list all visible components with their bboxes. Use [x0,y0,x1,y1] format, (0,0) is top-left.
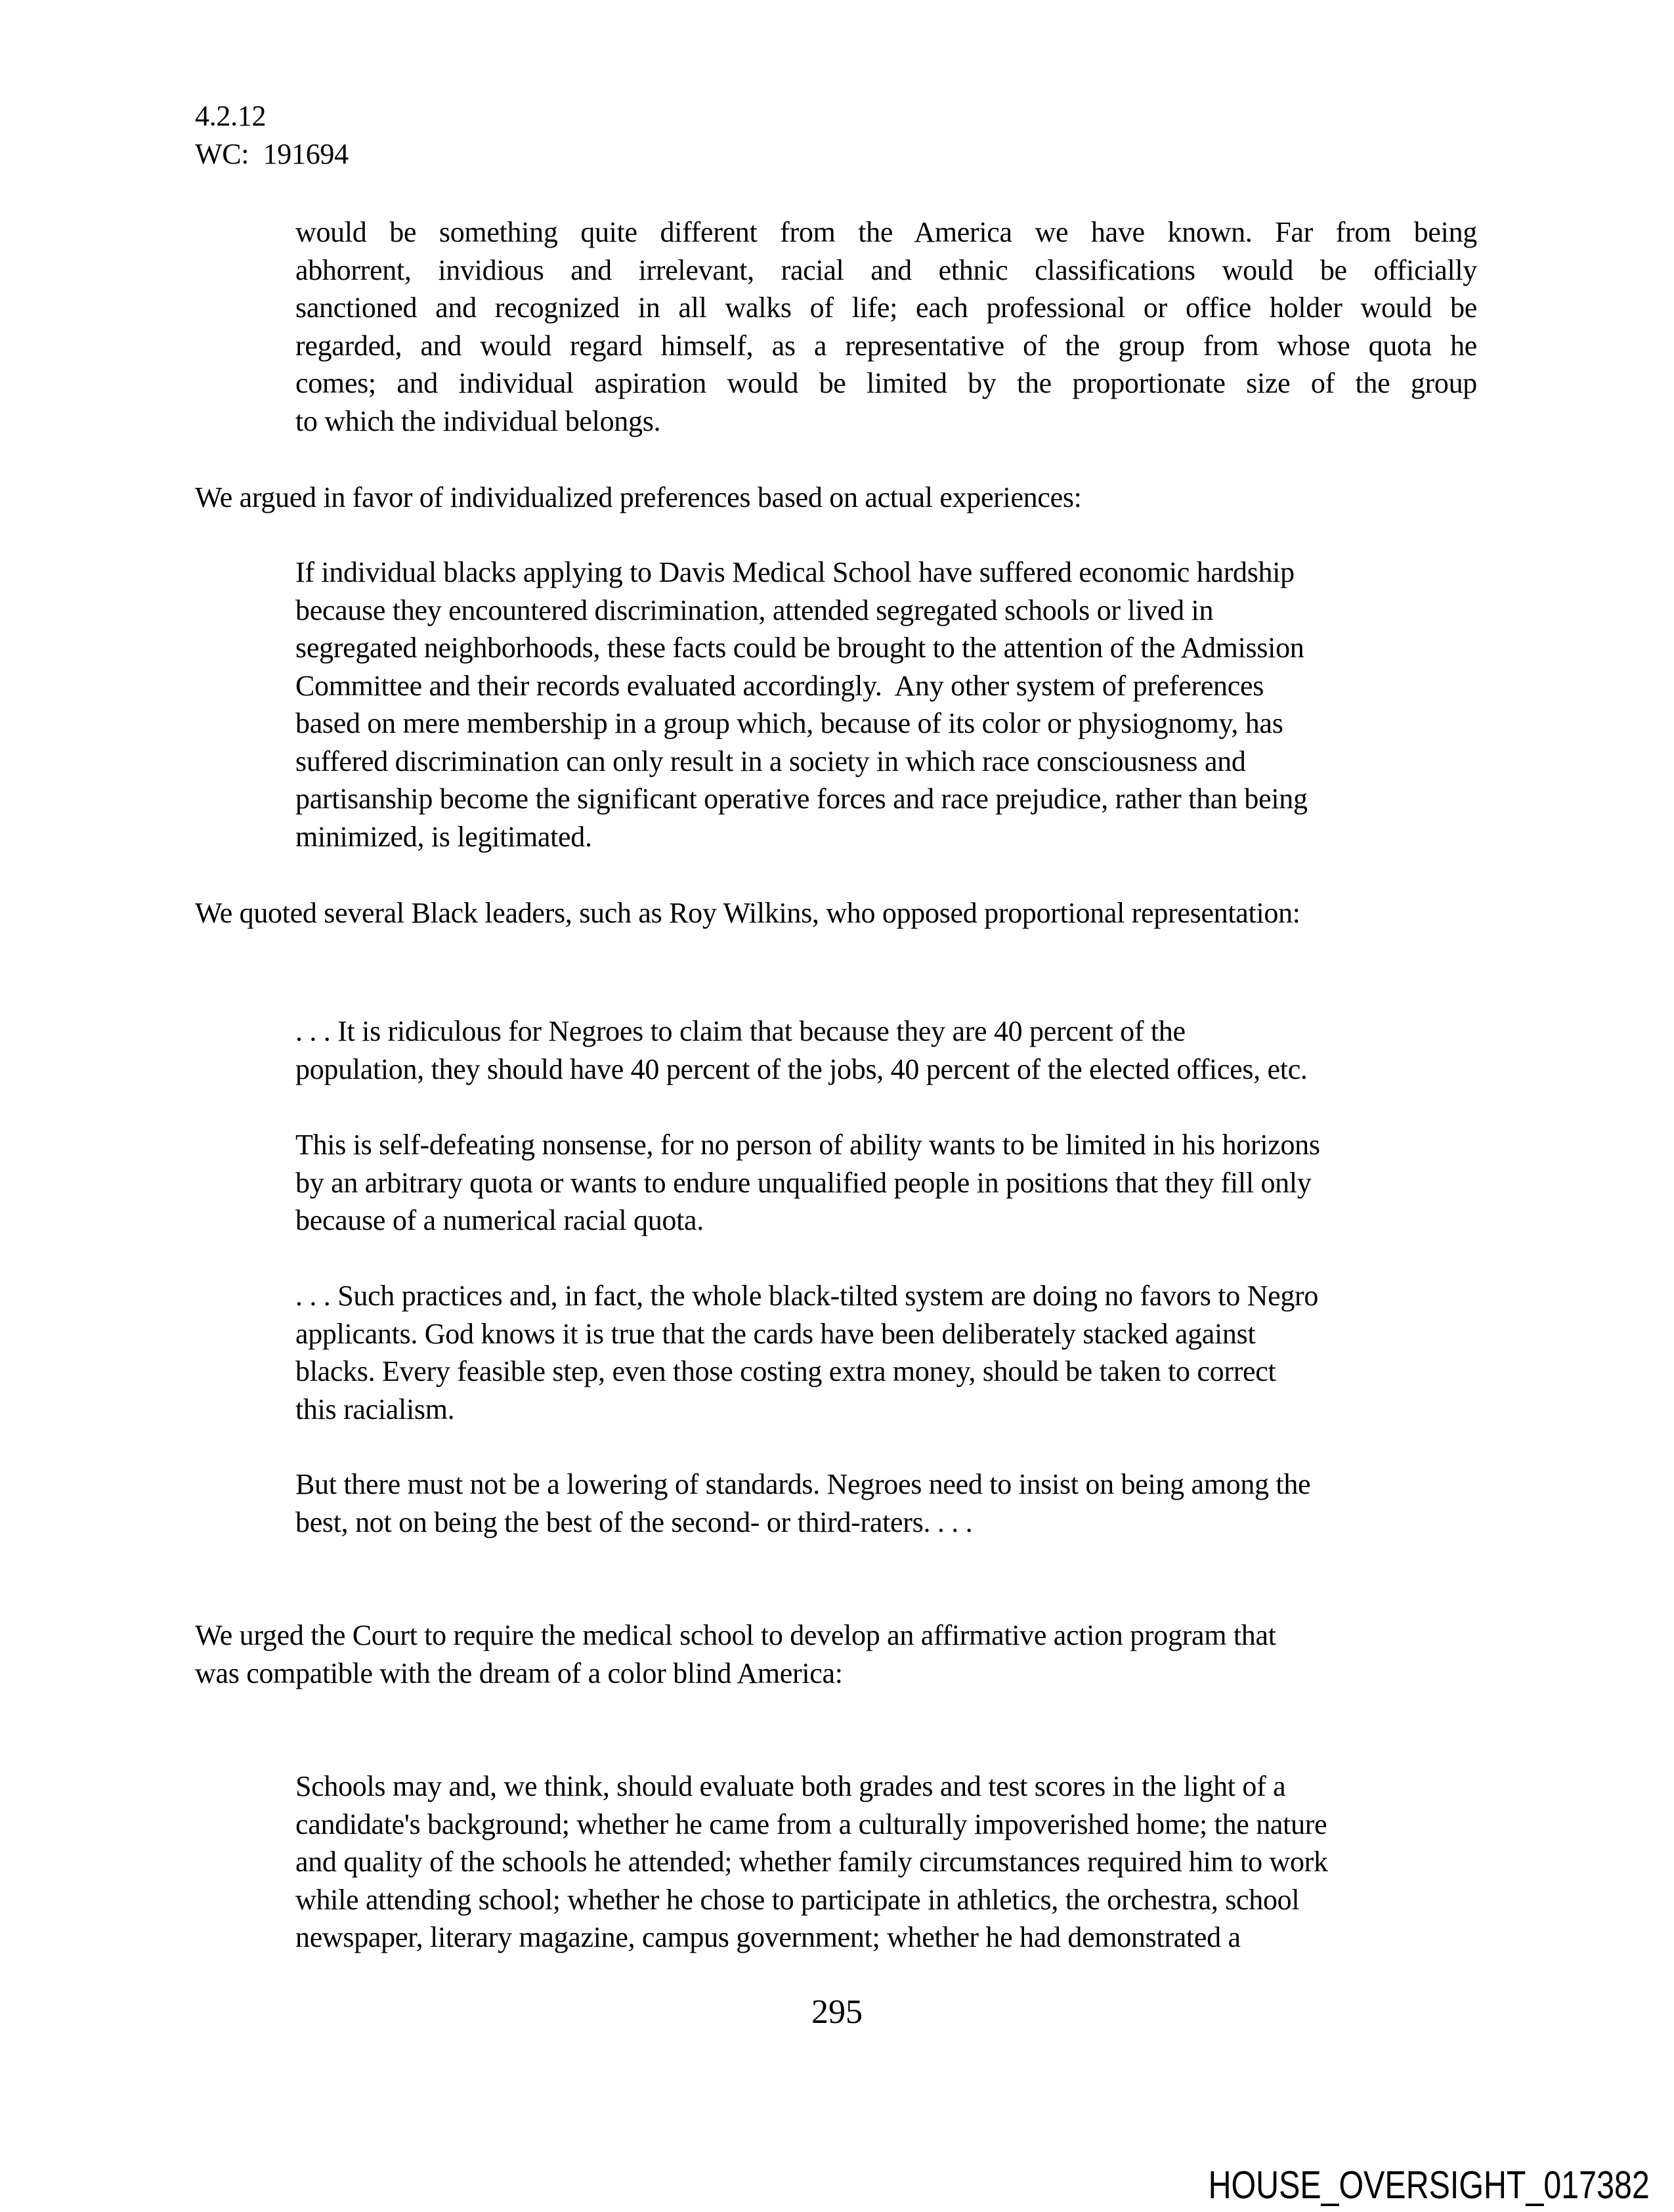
text-line: abhorrent, invidious and irrelevant, racial and ethnic classifications would be officially [295,253,1477,286]
blockquote-such-practices [295,1277,1477,1428]
blockquote-schools-may-evaluate [295,1767,1477,1957]
text-line: this racialism. [295,1393,455,1425]
text-line: segregated neighborhoods, these facts could be brought to the attention of the Admission [295,632,1304,664]
text-line: regarded, and would regard himself, as a representative of the group from whose quota he [295,329,1477,362]
text-line: would be something quite different from the America we have known. Far from being [295,216,1477,248]
text-line: blacks. Every feasible step, even those costing extra money, should be taken to correct [295,1355,1276,1387]
blockquote-individualized-preferences [295,553,1477,856]
text-line: newspaper, literary magazine, campus government; whether he had demonstrated a [295,1921,1241,1953]
text-line: and quality of the schools he attended; whether family circumstances required him to work [295,1846,1328,1878]
bates-stamp: HOUSE_OVERSIGHT_017382 [1208,2163,1650,2207]
text-line: If individual blacks applying to Davis Medical School have suffered economic hardship [295,556,1295,588]
text-line: This is self-defeating nonsense, for no person of ability wants to be limited in his horizons [295,1129,1320,1161]
blockquote-ridiculous-claim [295,1012,1477,1088]
text-line: candidate's background; whether he came from a culturally impoverished home; the nature [295,1808,1327,1840]
text-line: while attending school; whether he chose to participate in athletics, the orchestra, school [295,1883,1300,1916]
text-line: best, not on being the best of the second- or third-raters. . . . [295,1506,973,1538]
blockquote-proportional-america [295,213,1477,440]
text-line: But there must not be a lowering of standards. Negroes need to insist on being among the [295,1468,1311,1500]
text-line: because they encountered discrimination, attended segregated schools or lived in [295,594,1214,626]
text-line: applicants. God knows it is true that the cards have been deliberately stacked against [295,1317,1256,1350]
text-line: sanctioned and recognized in all walks of life; each professional or office holder would be [295,292,1477,324]
blockquote-self-defeating-nonsense [295,1126,1477,1240]
narrative-we-urged [195,1616,1479,1692]
narrative-we-argued [195,479,1479,517]
text-line: by an arbitrary quota or wants to endure unqualified people in positions that they fill only [295,1166,1312,1199]
text-line: 4.2.12 [195,100,267,132]
text-line: . . . Such practices and, in fact, the whole black-tilted system are doing no favors to Negro [295,1280,1319,1312]
text-line: minimized, is legitimated. [295,820,592,853]
text-line: partisanship become the significant operative forces and race prejudice, rather than being [295,783,1308,815]
text-line: WC: 191694 [195,137,349,170]
narrative-we-quoted [195,894,1479,932]
text-line: population, they should have 40 percent of the jobs, 40 percent of the elected offices, etc. [295,1052,1308,1085]
page-number: 295 [811,1993,863,2031]
text-line: Committee and their records evaluated accordingly. Any other system of preferences [295,669,1264,702]
text-line: to which the individual belongs. [295,404,661,437]
text-line: suffered discrimination can only result in a society in which race consciousness and [295,745,1246,777]
page-header [195,97,1479,173]
text-line: . . . It is ridiculous for Negroes to claim that because they are 40 percent of the [295,1015,1186,1047]
text-line: comes; and individual aspiration would be limited by the proportionate size of the group [295,367,1477,399]
text-line: We quoted several Black leaders, such as Roy Wilkins, who opposed proportional representation: [195,897,1300,929]
text-line: because of a numerical racial quota. [295,1204,704,1236]
text-line: Schools may and, we think, should evaluate both grades and test scores in the light of a [295,1770,1286,1802]
text-line: based on mere membership in a group which, because of its color or physiognomy, has [295,707,1283,739]
text-line: We argued in favor of individualized preferences based on actual experiences: [195,481,1082,513]
text-line: was compatible with the dream of a color blind America: [195,1657,843,1689]
blockquote-lowering-of-standards [295,1465,1477,1541]
text-line: We urged the Court to require the medical school to develop an affirmative action program that [195,1619,1276,1651]
